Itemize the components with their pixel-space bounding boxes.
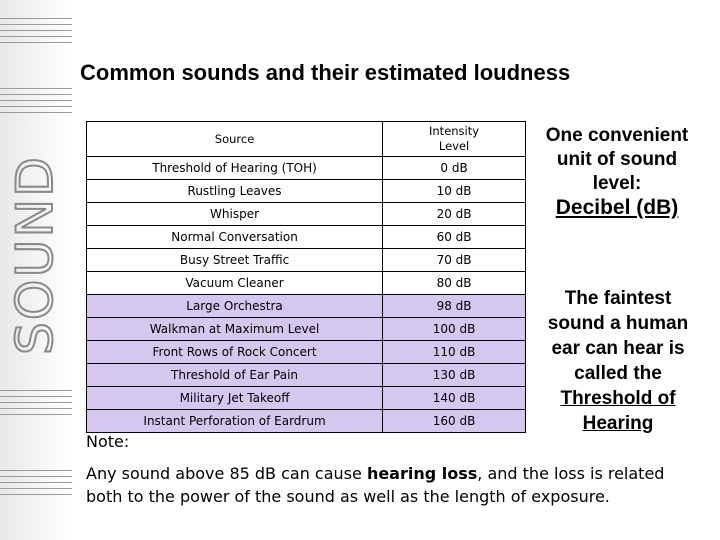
table-row xyxy=(87,203,526,226)
source-cell: Walkman at Maximum Level xyxy=(87,318,383,341)
source-cell: Rustling Leaves xyxy=(87,180,383,203)
threshold-term: Threshold of Hearing xyxy=(560,388,676,434)
table-row xyxy=(87,226,526,249)
note-bold: hearing loss xyxy=(366,464,478,483)
source-cell: Military Jet Takeoff xyxy=(87,387,383,410)
level-cell: 130 dB xyxy=(383,364,526,387)
source-cell: Front Rows of Rock Concert xyxy=(87,341,383,364)
source-cell: Whisper xyxy=(87,203,383,226)
level-cell: 10 dB xyxy=(383,180,526,203)
table-row xyxy=(87,341,526,364)
music-sheet-sidebar xyxy=(0,0,72,540)
level-cell: 98 dB xyxy=(383,295,526,318)
source-cell: Normal Conversation xyxy=(87,226,383,249)
table-row xyxy=(87,318,526,341)
level-cell: 110 dB xyxy=(383,341,526,364)
level-cell: 70 dB xyxy=(383,249,526,272)
header-intensity: Intensity Level xyxy=(383,122,526,157)
table-row xyxy=(87,364,526,387)
source-cell: Threshold of Ear Pain xyxy=(87,364,383,387)
note-text-before: Any sound above 85 dB can cause xyxy=(86,464,367,483)
level-cell: 80 dB xyxy=(383,272,526,295)
sound-vertical-logo xyxy=(2,150,70,360)
level-cell: 160 dB xyxy=(383,410,526,433)
note-text xyxy=(86,462,696,508)
source-cell: Large Orchestra xyxy=(87,295,383,318)
decibel-callout-text: One convenient unit of sound level: xyxy=(545,125,689,194)
threshold-callout-text: The faintest sound a human ear can hear is called the xyxy=(547,288,689,384)
table-row xyxy=(87,295,526,318)
level-cell: 0 dB xyxy=(383,157,526,180)
level-cell: 20 dB xyxy=(383,203,526,226)
loudness-table xyxy=(86,121,526,433)
level-cell: 140 dB xyxy=(383,387,526,410)
note-text-after: , and the loss is related both to the power of the sound as well as the length of exposure. xyxy=(86,464,665,506)
source-cell: Threshold of Hearing (TOH) xyxy=(87,157,383,180)
table-row xyxy=(87,157,526,180)
decibel-unit: Decibel (dB) xyxy=(555,196,679,219)
note-label: Note: xyxy=(86,432,130,451)
table-row xyxy=(87,180,526,203)
decibel-callout xyxy=(532,124,702,221)
level-cell: 60 dB xyxy=(383,226,526,249)
table-row xyxy=(87,272,526,295)
table-row xyxy=(87,387,526,410)
threshold-callout xyxy=(538,286,698,436)
table-row xyxy=(87,410,526,433)
source-cell: Instant Perforation of Eardrum xyxy=(87,410,383,433)
source-cell: Busy Street Traffic xyxy=(87,249,383,272)
header-source: Source xyxy=(87,122,383,157)
level-cell: 100 dB xyxy=(383,318,526,341)
table-row xyxy=(87,249,526,272)
table-header-row xyxy=(87,122,526,157)
source-cell: Vacuum Cleaner xyxy=(87,272,383,295)
slide-title: Common sounds and their estimated loudness xyxy=(80,60,571,85)
sound-word: SOUND xyxy=(6,161,64,355)
